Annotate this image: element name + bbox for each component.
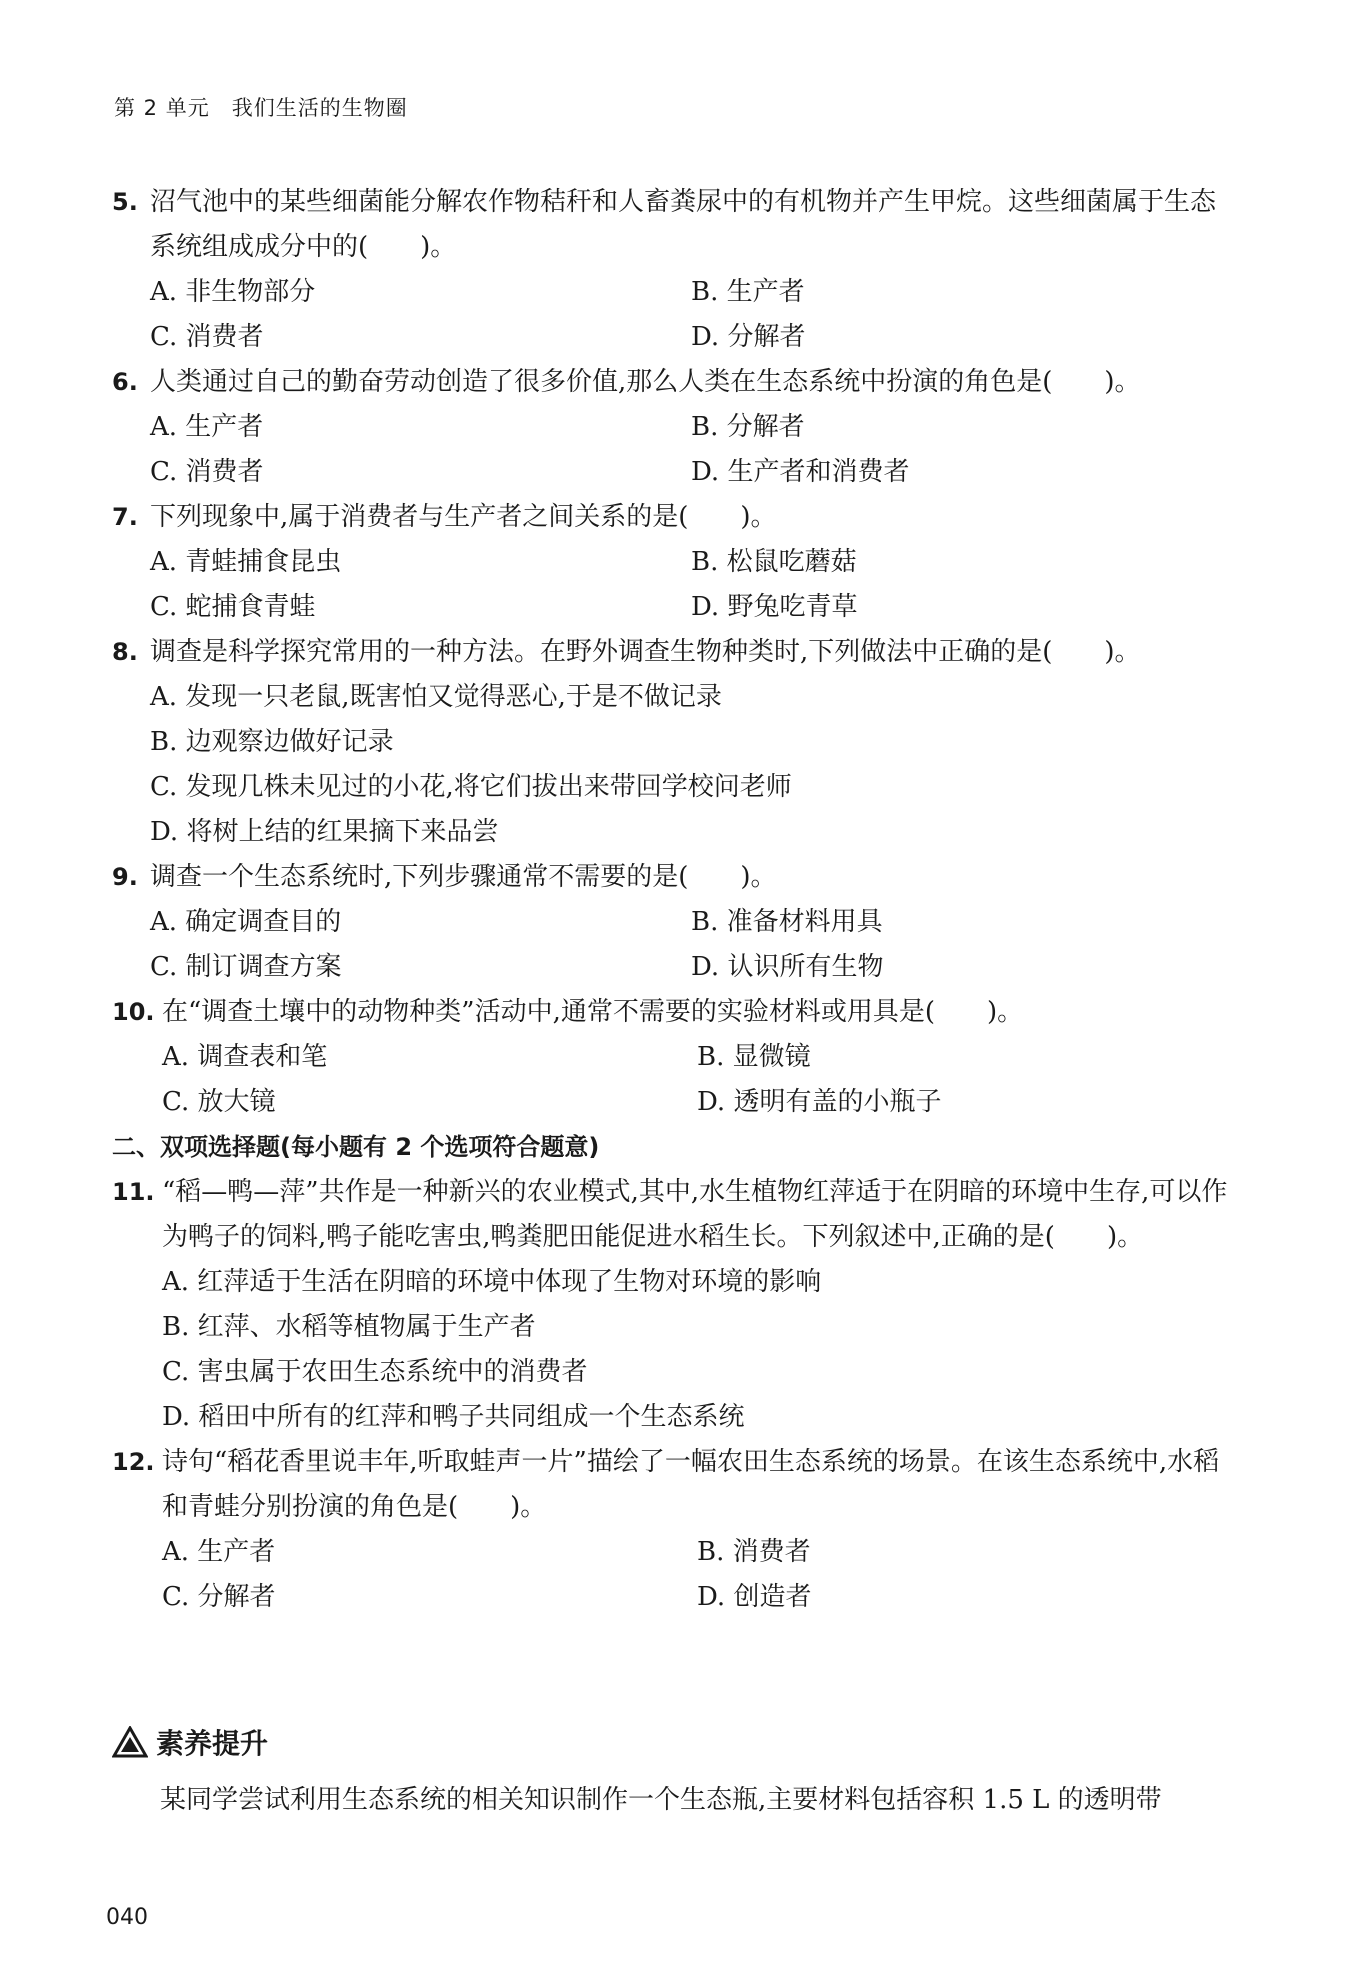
option-c: C. 制订调查方案 bbox=[150, 952, 342, 982]
options bbox=[112, 1035, 1232, 1125]
option-a: A. 发现一只老鼠,既害怕又觉得恶心,于是不做记录 bbox=[150, 682, 722, 712]
option-c: C. 消费者 bbox=[150, 322, 264, 352]
option-a: A. 生产者 bbox=[150, 412, 264, 442]
options bbox=[112, 540, 1232, 630]
option-b: B. 松鼠吃蘑菇 bbox=[691, 547, 857, 577]
question-text: 诗句“稻花香里说丰年,听取蛙声一片”描绘了一幅农田生态系统的场景。在该生态系统中,水稻和青蛙分别扮演的角色是( )。 bbox=[162, 1447, 1220, 1522]
option-b: B. 生产者 bbox=[691, 277, 805, 307]
question-number: 7. bbox=[112, 503, 138, 531]
option-d: D. 透明有盖的小瓶子 bbox=[697, 1087, 942, 1117]
option-d: D. 分解者 bbox=[691, 322, 806, 352]
options bbox=[112, 405, 1232, 495]
option-d: D. 创造者 bbox=[697, 1582, 812, 1612]
option-d: D. 认识所有生物 bbox=[691, 952, 884, 982]
question-number: 6. bbox=[112, 368, 138, 396]
question-text: “稻—鸭—萍”共作是一种新兴的农业模式,其中,水生植物红萍适于在阴暗的环境中生存,可以作为鸭子的饲料,鸭子能吃害虫,鸭粪肥田能促进水稻生长。下列叙述中,正确的是( )。 bbox=[162, 1177, 1228, 1252]
option-b: B. 分解者 bbox=[691, 412, 805, 442]
option-a: A. 生产者 bbox=[162, 1537, 276, 1567]
improve-title: 素养提升 bbox=[156, 1727, 269, 1760]
question-12 bbox=[112, 1440, 1232, 1530]
option-a: A. 确定调查目的 bbox=[150, 907, 342, 937]
question-number: 9. bbox=[112, 863, 138, 891]
question-9 bbox=[112, 855, 1232, 900]
options bbox=[112, 1260, 1232, 1440]
question-text: 调查是科学探究常用的一种方法。在野外调查生物种类时,下列做法中正确的是( )。 bbox=[150, 637, 1141, 667]
option-c: C. 蛇捕食青蛙 bbox=[150, 592, 316, 622]
option-d: D. 将树上结的红果摘下来品尝 bbox=[150, 817, 499, 847]
question-number: 10. bbox=[112, 998, 155, 1026]
question-text: 人类通过自己的勤奋劳动创造了很多价值,那么人类在生态系统中扮演的角色是( )。 bbox=[150, 367, 1141, 397]
question-number: 12. bbox=[112, 1448, 155, 1476]
improve-text: 某同学尝试利用生态系统的相关知识制作一个生态瓶,主要材料包括容积 1.5 L 的透明带 bbox=[160, 1785, 1162, 1815]
option-a: A. 青蛙捕食昆虫 bbox=[150, 547, 342, 577]
question-text: 调查一个生态系统时,下列步骤通常不需要的是( )。 bbox=[150, 862, 777, 892]
options bbox=[112, 900, 1232, 990]
option-c: C. 放大镜 bbox=[162, 1087, 276, 1117]
option-a: A. 调查表和笔 bbox=[162, 1042, 328, 1072]
question-list bbox=[112, 180, 1232, 1620]
triangle-icon bbox=[112, 1726, 148, 1758]
option-d: D. 生产者和消费者 bbox=[691, 457, 910, 487]
option-a: A. 红萍适于生活在阴暗的环境中体现了生物对环境的影响 bbox=[162, 1267, 822, 1297]
question-number: 8. bbox=[112, 638, 138, 666]
option-c: C. 发现几株未见过的小花,将它们拔出来带回学校问老师 bbox=[150, 772, 792, 802]
improve-section-heading bbox=[112, 1722, 268, 1762]
option-d: D. 稻田中所有的红萍和鸭子共同组成一个生态系统 bbox=[162, 1402, 745, 1432]
question-text: 下列现象中,属于消费者与生产者之间关系的是( )。 bbox=[150, 502, 777, 532]
option-b: B. 红萍、水稻等植物属于生产者 bbox=[162, 1312, 536, 1342]
option-c: C. 消费者 bbox=[150, 457, 264, 487]
options bbox=[112, 1530, 1232, 1620]
question-number: 5. bbox=[112, 188, 138, 216]
options bbox=[112, 675, 1232, 855]
question-5 bbox=[112, 180, 1232, 270]
options bbox=[112, 270, 1232, 360]
section-title: 二、双项选择题(每小题有 2 个选项符合题意) bbox=[112, 1133, 600, 1161]
question-6 bbox=[112, 360, 1232, 405]
option-b: B. 显微镜 bbox=[697, 1042, 811, 1072]
unit-header: 第 2 单元 我们生活的生物圈 bbox=[114, 96, 408, 120]
option-b: B. 边观察边做好记录 bbox=[150, 727, 394, 757]
option-c: C. 分解者 bbox=[162, 1582, 276, 1612]
option-d: D. 野兔吃青草 bbox=[691, 592, 858, 622]
question-number: 11. bbox=[112, 1178, 155, 1206]
option-c: C. 害虫属于农田生态系统中的消费者 bbox=[162, 1357, 588, 1387]
option-b: B. 消费者 bbox=[697, 1537, 811, 1567]
question-11 bbox=[112, 1170, 1232, 1260]
question-text: 沼气池中的某些细菌能分解农作物秸秆和人畜粪尿中的有机物并产生甲烷。这些细菌属于生态系统组成成分中的( )。 bbox=[150, 187, 1217, 262]
question-10 bbox=[112, 990, 1232, 1035]
question-7 bbox=[112, 495, 1232, 540]
option-a: A. 非生物部分 bbox=[150, 277, 316, 307]
page-number: 040 bbox=[106, 1905, 148, 1930]
question-text: 在“调查土壤中的动物种类”活动中,通常不需要的实验材料或用具是( )。 bbox=[162, 997, 1024, 1027]
option-b: B. 准备材料用具 bbox=[691, 907, 883, 937]
question-8 bbox=[112, 630, 1232, 675]
